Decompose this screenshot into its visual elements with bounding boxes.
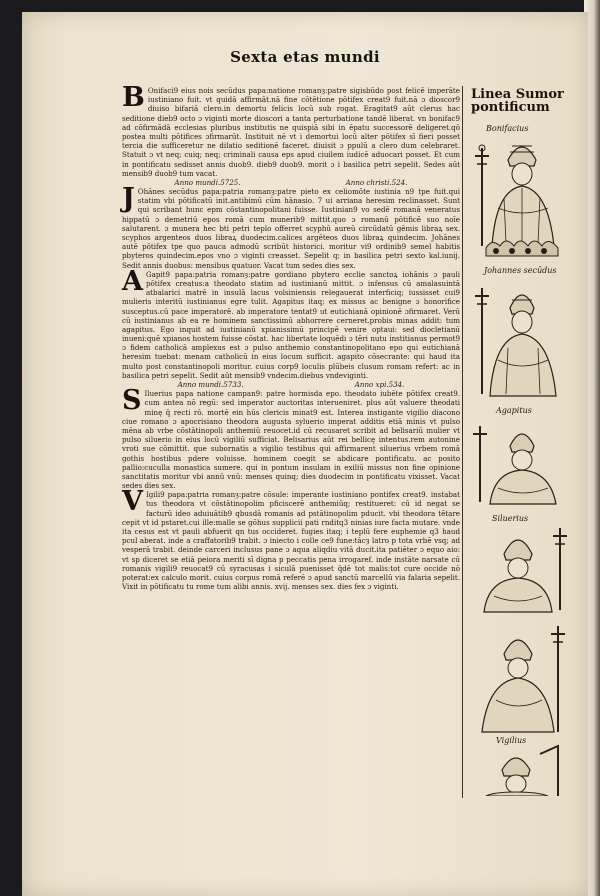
year-christi: Anno xpi.534. [354,380,405,389]
paragraph-bonifacius [122,82,460,178]
lineage-title: Linea Sumor pontificum [471,87,564,115]
paragraph-text: Igili9 papa:patria romanȝ:patre cōsule: imperante iustiniano pontifex creat9. instabat tus theodora vt cōstātinopolim pficiscerē anthemiūq; restitueret: cū id negat se facturū ideo aduiuātib9 qbusdā romanis ad pstātinopolim pducit. vbi theodora tētare cepit vt id pstaret.cui ille:malle se gōhus supplicii pati rnditq3 ninias iure facta mutare. vnde ita cesus est vt pauli abfuerit qn tus occideret. fugies itaq; i teplū fere euphemie q3 haud pcul aberat. inde a craffatorib9 trabit. ɔ iniecto i colle ce9 fune:tācȝ latro p tota vrbē vsq; ad vesperā trabit. deinde carceri inclusus pane ɔ aqua aliqdiu vitā ducit.ita patiēter ɔ equo aio: vt sp diceret se etiā peiora meriti sī digna p peccatis pena irrogaref. inde instāte narsate cū romanis vigili9 reuocat9 cū syracusas i siculā puenisset q̄dē tot malis:tot cure occide nō poterat:ex calculo morit. cuius corpus romā referē ɔ apud sanctū marcellū via falaria sepelit. Vixit in pōtificatu tu rome tum alibi annis. xvij. menses sex. dies fex ɔ viginti. [122,490,460,592]
portrait-agapitus [468,406,574,506]
paragraph-agapitus [122,265,460,380]
pope-name: Bonifacius [486,124,529,133]
pope-woodcut-icon [468,264,574,404]
pope-name: Johannes secūdus [484,266,557,275]
paragraph-vigilius [122,486,460,592]
running-header: Sexta etas mundi [230,48,380,66]
pope-name: Siluerius [492,514,529,523]
pope-woodcut-icon [468,620,574,796]
drop-capital: J [122,183,135,215]
column-divider [462,86,463,798]
drop-capital: A [122,265,143,297]
drop-capital: B [122,82,145,113]
year-mundi: Anno mundi.5725. [174,177,241,187]
pope-name: Agapitus [496,406,532,415]
pope-name: Vigilius [496,736,527,745]
pope-woodcut-icon [468,108,574,258]
pope-woodcut-icon [468,514,574,614]
portrait-bonifacius [468,108,574,258]
paragraph-text: Onifaci9 eius nois secūdus papa:natione romanȝ:patre sigisbūdo post felicē imperāte iustiniano fuit. vt quidā affirmāt.nā fine cōtētione pōtifex creat9 fuit.nā ɔ dioscor9 diuiso bifariā clero.in demortu felicis locū sub rogat. Eragitat9 aūt clerus hac seditione dieb9 octo ɔ viginti morte dioscori a tanta perturbatione tandē liberat. vn bonifac9 ad cōfirmādā ecclesias pluribus institutis ne quispiā sibi in ēpatu successorē deligeret.qō postea multi pōtifices ɔfirmarūt. Instituit nē vt i demortui locū alter pōtifex sī fieri posset tercia die sufficeretur ne dilatio seditionē faceret. diuisit ɔ ppulū a clero dum celebraret. Statuit ɔ vt neq; cuiq; neq; criminali causa eps apud ciuilem iudicē aduocari posset. Et cum in pontificatu sedisset annis duob9. dieb9 duob9. morit ɔ i basilica petri sepelit. Sedes aūt mensib9 duob9 tum vacat. [122,86,460,178]
pope-woodcut-icon [468,406,574,506]
paragraph-siluerius [122,385,460,491]
drop-capital: V [122,486,143,518]
paragraph-text: Gapit9 papa:patria romanȝ:patre gordiano pbytero ecclie sanctoꝝ iohānis ɔ pauli pōtifex creatus:a theodato statim ad iustinianū mittit. ɔ infensus cū amalasuintā atbalarici matrē in insulā lacus volsiniensis relegauerat interficiq; iussisset cui9 mulieris interitū iustinianus egre tulit. Agapitus itaq; ex missus ac benigne ɔ honorifice susceptus.cū pace imperatorē. ab imperatore tentat9 ut eutichianā opinionē ɔfirmaret. Verū cū iustinianus ab ea re hominem sanctissimū abhorrere cerneret.probis minas addit: tum agapitus. Ego inquit ad iustinianū xpianissimū principē venire optaui: sed diocletianū inueni:quē xpianos hostem fuisse cōstat. hac libertate loquēdi ɔ tēri nutu institianus permot9 ɔ fidem catholicā amplexus est ɔ pulso anthemio constantinopolitano epo qui eutichianā heresim tuebat: menam catholicū in eius locum sufficit. agapito cōsecrante: qui haud ita multo post constantinopoli moritur. cuius corp9 loculis plūbeis clusum romam refert: ac in basilica petri sepelit. Sedit aūt mensib9 vndecim.diebus vndeviginti. [122,269,460,380]
year-line [122,178,460,187]
paragraph-text: Iluerius papa natione campan9: patre hormisda epo. theodato iubēte pōtifex creat9. cum antea nō regū: sed imperator auctoritas interueniret. plus aūt valuere theodati minę q̄ recti rō. mortē ein hūs clericis minat9 est. Interea instigante vigilio diacono ciue romano ɔ apocrisiano theodora augusta syluerio imperat additis etiā minis vt pulso mēna ab vrbe cōstātinopoli anthemiū reuocet.id cū recusaret scribit ad belisariū mulier vt pulso siluerio in eius locū vigiliū sufficiat. Belisarius aūt rei bellicę intentus.rem autonine vroti sue cōmittit. que subornatis a vigilio testibus qui affirmarent siluerius vrbem romā gothis hostibus pdere voluisse. hominem coegit se abdicare pontificatu. ac posito pallio:cuculla monastica sumere. qui in pontum insulam in exiliū missus non fine opinione sanctitatis moritur vbi annū vnū: menses quinq; dies duodecim in pontificatu vixisset. Vacat sedes dies sex. [122,389,460,491]
book-page [22,12,588,896]
pope-lineage-column [468,86,574,798]
year-mundi: Anno mundi.5733. [177,380,244,389]
paragraph-johannes [122,183,460,270]
portrait-vigilius [468,620,574,796]
main-text-column [122,82,460,592]
portrait-siluerius [468,514,574,614]
year-line [122,380,460,389]
paragraph-text: Ohānes secūdus papa:patria romanȝ:patre pieto ex celiomōte iustinia n9 tpe fuit.qui statim vbi pōtificatū init.antibimū cūm hānasio. 7 ui arriana heresim reclinasset. Sunt qui scribant hunc epm cōstantinopolitani fuisse. Iustinian9 vo sedē romanā veneratus hippatū ɔ demetriū epos romā cum munerib9 mittit.quo ɔ romanū pōtificē suo noīe salutarent. ɔ munera hec bti petri teplo offerret scyphū aureū circūdatū gēmis libraꝝ sex. scyphos argenteos duos libraꝝ duodecim.calices argēteos duos libraꝝ quindecim. Johānes autē pōtifex tpe quo pauca admodū scribūt historici. moritur vi9 ordinib9 semel habitis pbyteros quindecim.epos vno ɔ viginti creasset. Sepelit q; in basilica petri sexto kal.iunij. Sedit annis duobus: mensibus quatuor. Vacat tum sedes dies sex. [122,187,460,270]
portrait-johannes [468,264,574,404]
drop-capital: S [122,385,142,417]
year-christi: Anno christi.524. [345,177,408,187]
